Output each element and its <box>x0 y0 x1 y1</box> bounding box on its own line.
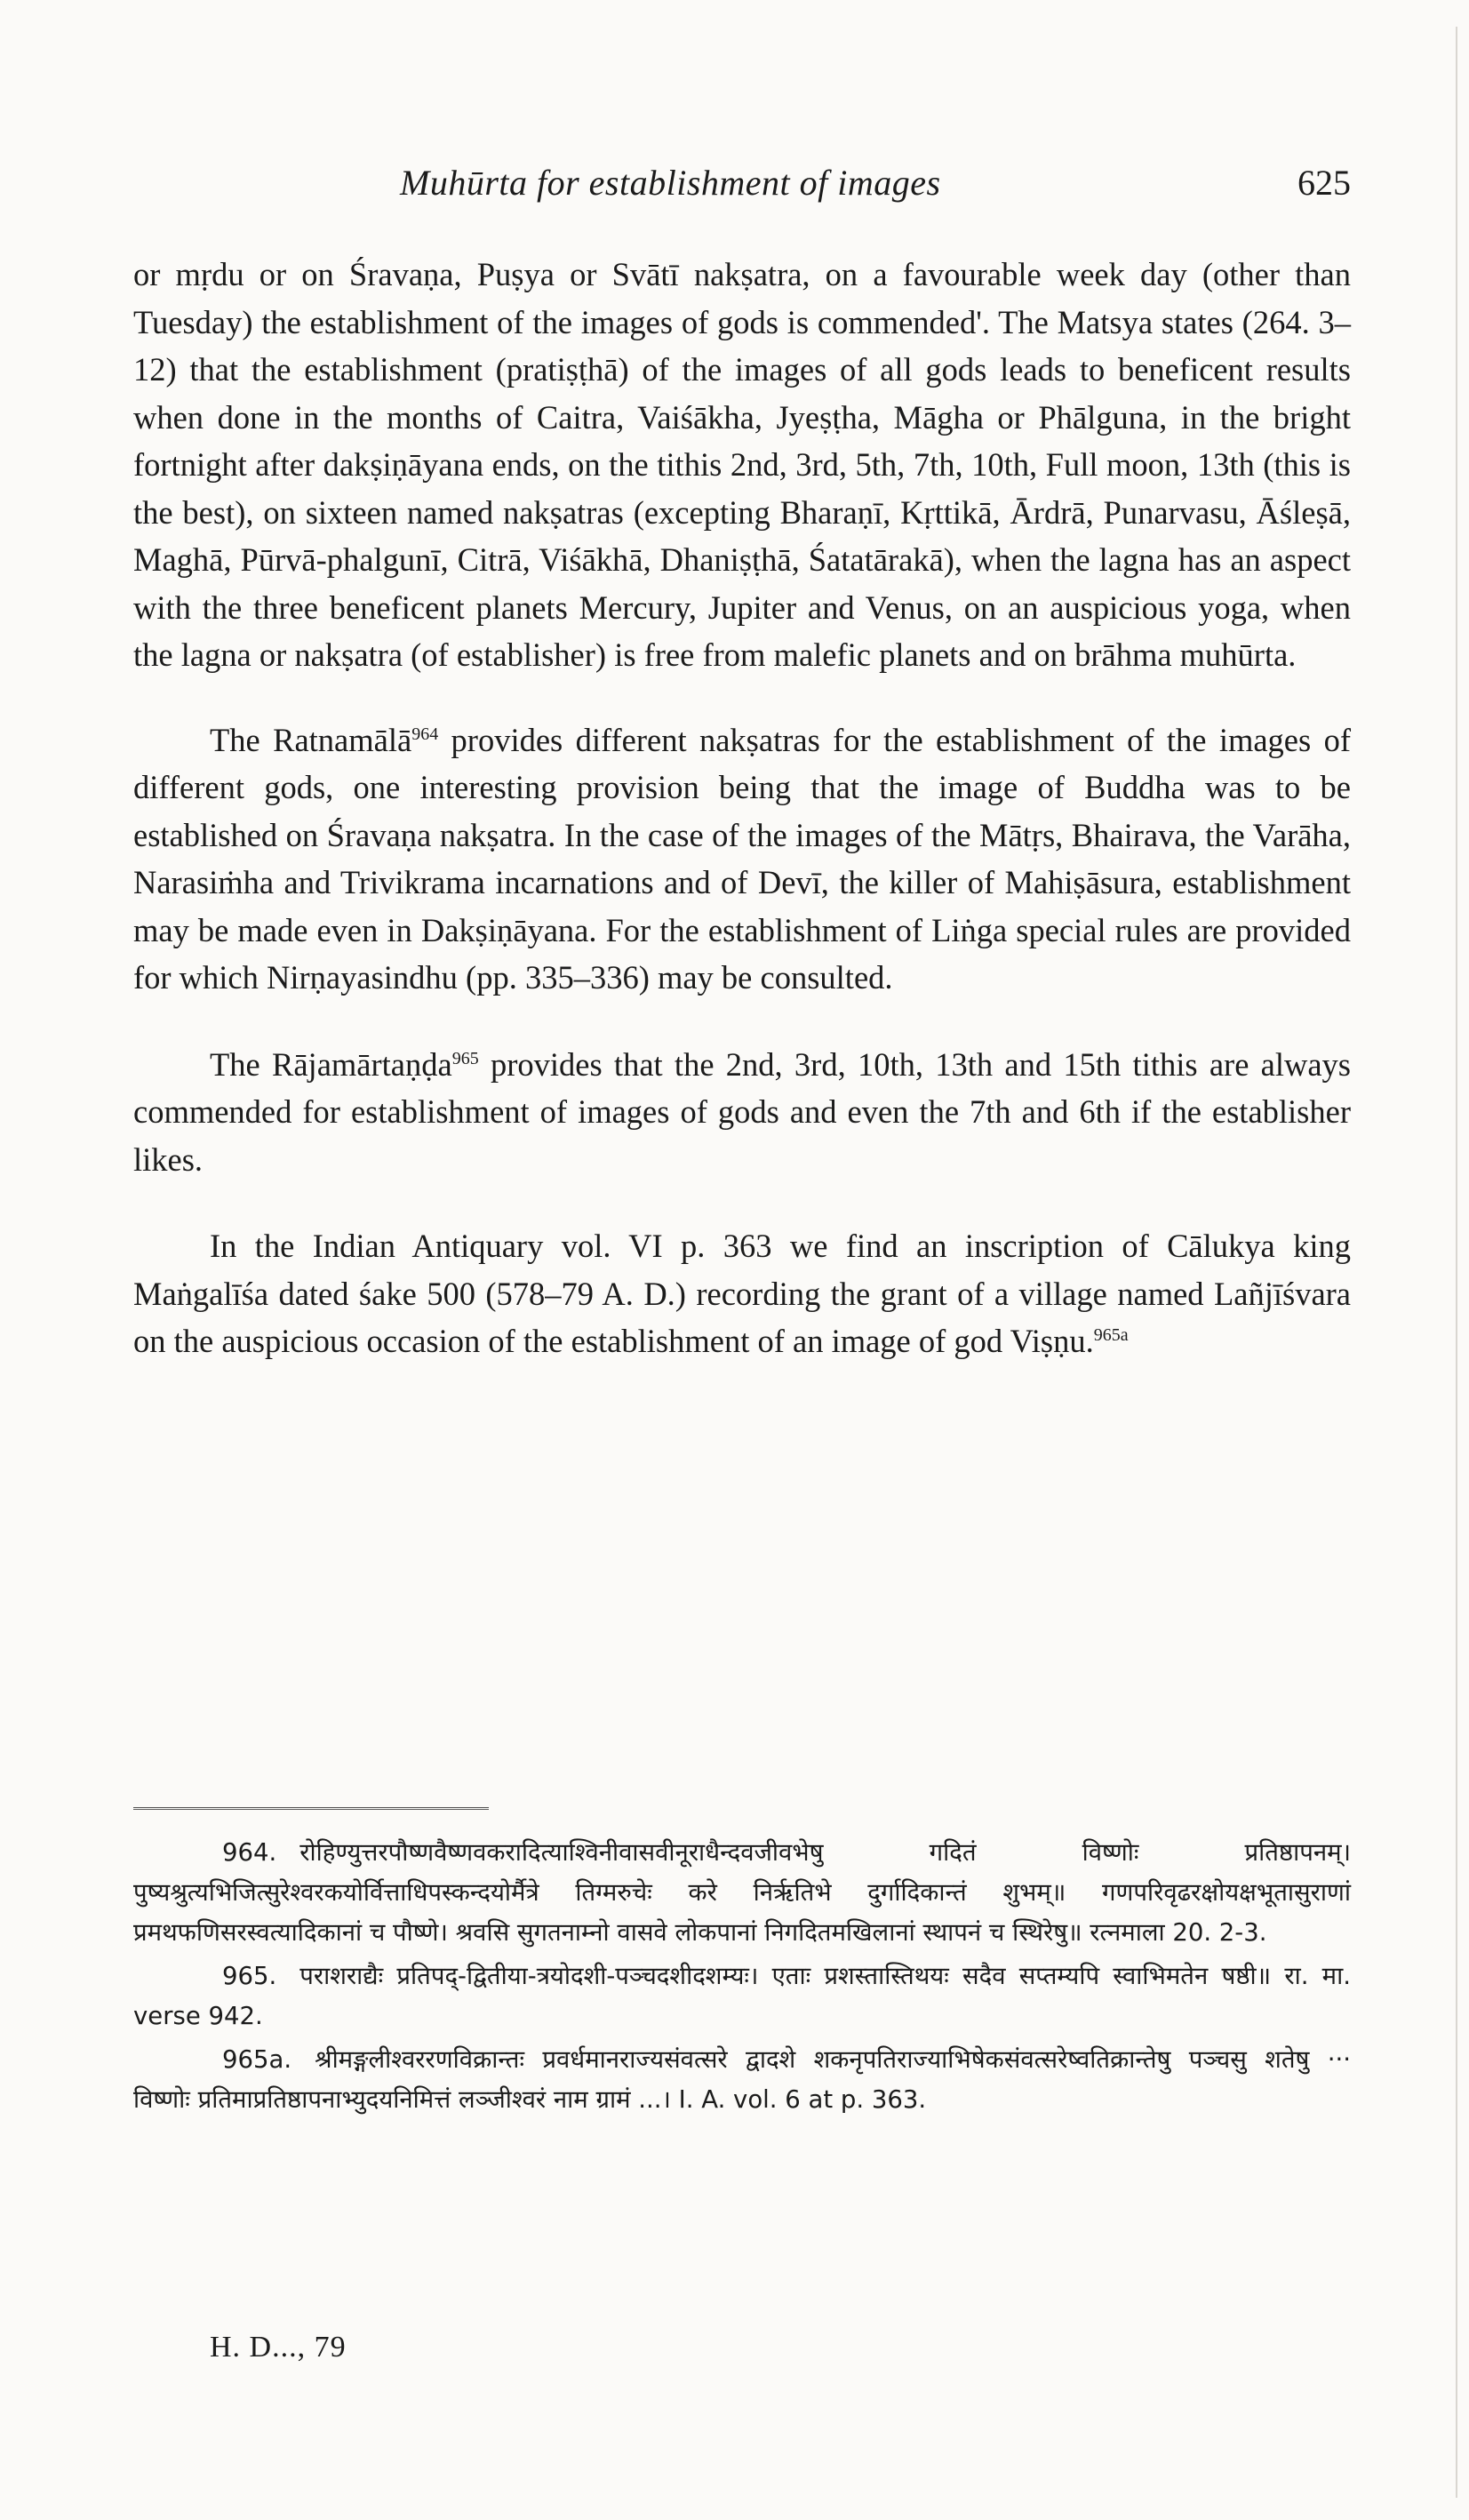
page-number: 625 <box>1297 163 1351 203</box>
footnote-number: 965a. <box>222 2045 292 2074</box>
footnote-text: श्रीमङ्गलीश्वररणविक्रान्तः प्रवर्धमानराज्यसंवत्सरे द्वादशे शकनृपतिराज्याभिषेकसंवत्सरेष्वतिक्रान्तेषु पञ्चसु शतेषु ··· विष्णोः प्रतिमाप्रतिष्ठापनाभ्युदयनिमित्तं लञ्जीश्वरं नाम ग्रामं ...। I. A. vol. 6 at p. 363. <box>133 2045 1351 2114</box>
footnote-number: 964. <box>222 1838 277 1867</box>
paragraph-1: or mṛdu or on Śravaṇa, Puṣya or Svātī nakṣatra, on a favourable week day (other than Tuesday) the establishment of the images of gods is commended'. The Matsya states (264. 3–12) that the establishment (pratiṣṭhā) of the images of all gods leads to beneficent results when done in the months of Caitra, Vaiśākha, Jyeṣṭha, Māgha or Phālguna, in the bright fortnight after dakṣiṇāyana ends, on the tithis 2nd, 3rd, 5th, 7th, 10th, Full moon, 13th (this is the best), on sixteen named nakṣatras (excepting Bharaṇī, Kṛttikā, Ārdrā, Punarvasu, Āśleṣā, Maghā, Pūrvā-phalgunī, Citrā, Viśākhā, Dhaniṣṭhā, Śatatārakā), when the lagna has an aspect with the three beneficent planets Mercury, Jupiter and Venus, on an auspicious yoga, when the lagna or nakṣatra (of establisher) is free from malefic planets and on brāhma muhūrta. <box>133 256 1351 673</box>
footnote-964 <box>133 1833 1351 1953</box>
paragraph-2 <box>133 716 1351 1002</box>
paragraph-2-before: The Ratnamālā <box>210 721 412 758</box>
paragraph-3-before: The Rājamārtaṇḍa <box>210 1045 452 1083</box>
paragraph-3-after: provides that the 2nd, 3rd, 10th, 13th and 15th tithis are always commended for establishment of images of gods and even the 7th and 6th if the establisher likes. <box>133 1045 1352 1178</box>
footnote-965a <box>133 2040 1351 2120</box>
page-header <box>133 162 1351 215</box>
body-text <box>133 251 1351 1365</box>
paragraph-3 <box>133 1041 1351 1184</box>
page-edge-line <box>1456 27 1457 2498</box>
paragraph-4 <box>133 1222 1351 1365</box>
running-head: Muhūrta for establishment of images <box>400 163 941 203</box>
footnote-ref-964: 964 <box>411 724 439 744</box>
footnote-ref-965a: 965a <box>1093 1324 1129 1345</box>
footnotes <box>133 1833 1351 2124</box>
paragraph-2-after: provides different nakṣatras for the establishment of the images of different gods, one interesting provision being that the image of Buddha was to be established on Śravaṇa nakṣatra. In the case of the images of the Mātṛs, Bhairava, the Varāha, Narasiṁha and Trivikrama incarnations and of Devī, the killer of Mahiṣāsura, establishment may be made even in Dakṣiṇāyana. For the establishment of Liṅga special rules are provided for which Nirṇayasindhu (pp. 335–336) may be consulted. <box>133 721 1351 996</box>
paragraph-4-before: In the Indian Antiquary vol. VI p. 363 we find an inscription of Cālukya king Maṅgalīśa dated śake 500 (578–79 A. D.) recording the grant of a village named Lañjīśvara on the auspicious occasion of the establishment of an image of god Viṣṇu. <box>133 1228 1351 1359</box>
printer-signature: H. D..., 79 <box>210 2331 347 2364</box>
footnote-rule <box>133 1807 489 1810</box>
footnote-965 <box>133 1956 1351 2036</box>
footnote-number: 965. <box>222 1962 277 1990</box>
footnote-text: पराशराद्यैः प्रतिपद्-द्वितीया-त्रयोदशी-पञ्चदशीदशम्यः। एताः प्रशस्तास्तिथयः सदैव सप्तम्यपि स्वाभिमतेन षष्ठी॥ रा. मा. verse 942. <box>133 1962 1351 2030</box>
footnote-ref-965: 965 <box>451 1048 479 1068</box>
footnote-text: रोहिण्युत्तरपौष्णवैष्णवकरादित्याश्विनीवासवीनूराधैन्दवजीवभेषु गदितं विष्णोः प्रतिष्ठापनम्। पुष्यश्रुत्यभिजित्सुरेश्वरकयोर्वित्ताधिपस्कन्दयोर्मैत्रे तिग्मरुचेः करे निर्ऋतिभे दुर्गादिकान्तं शुभम्॥ गणपरिवृढरक्षोयक्षभूतासुराणां प्रमथफणिसरस्वत्यादिकानां च पौष्णे। श्रवसि सुगतनाम्नो वासवे लोकपानां निगदितमखिलानां स्थापनं च स्थिरेषु॥ रत्नमाला 20. 2-3. <box>133 1838 1351 1947</box>
